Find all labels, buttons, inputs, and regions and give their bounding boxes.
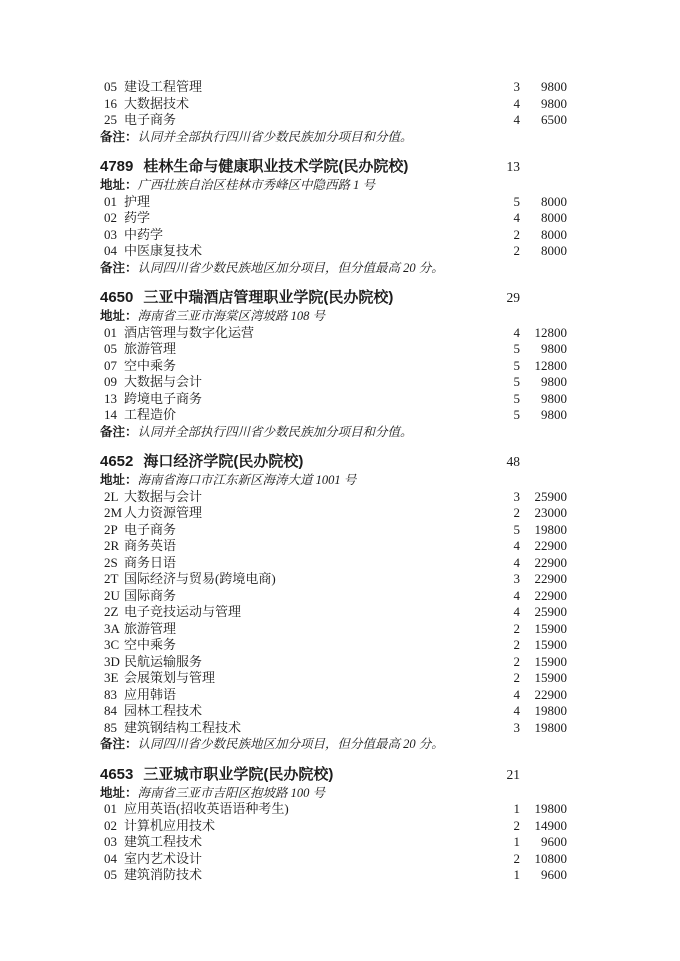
remark-row	[100, 424, 567, 441]
school-name: 桂林生命与健康职业技术学院(民办院校)	[143, 158, 409, 175]
school-header	[100, 765, 567, 785]
major-count: 4	[513, 324, 520, 340]
major-fee: 8000	[541, 210, 567, 225]
remark-label: 备注：	[100, 260, 138, 275]
school-plan-total: 29	[506, 290, 520, 305]
major-fee: 19800	[534, 801, 567, 816]
major-row	[100, 654, 567, 671]
major-row	[100, 243, 567, 260]
major-code: 02	[104, 210, 117, 225]
major-count: 3	[513, 79, 520, 94]
major-name: 中医康复技术	[124, 243, 203, 258]
major-name: 工程造价	[124, 407, 177, 422]
major-name: 药学	[124, 210, 151, 225]
school-code: 4653	[100, 765, 134, 783]
school-address	[100, 472, 567, 489]
major-row	[100, 325, 567, 342]
major-name: 应用英语(招收英语语种考生)	[124, 801, 289, 816]
remark-row	[100, 260, 567, 277]
remark-text: 认同四川省少数民族地区加分项目，但分值最高 20 分。	[137, 260, 444, 275]
major-count: 5	[513, 357, 520, 373]
major-name: 电子商务	[124, 112, 177, 127]
school-name: 三亚中瑞酒店管理职业学院(民办院校)	[143, 289, 394, 306]
major-count: 2	[513, 637, 520, 652]
major-code: 2T	[104, 571, 119, 586]
major-name: 会展策划与管理	[124, 670, 216, 685]
major-name: 大数据与会计	[124, 488, 203, 504]
major-row	[100, 555, 567, 572]
major-row	[100, 210, 567, 227]
major-name: 跨境电子商务	[124, 390, 203, 406]
major-fee: 22900	[534, 554, 567, 570]
major-count: 4	[513, 703, 520, 718]
major-count: 3	[513, 719, 520, 735]
school-name: 海口经济学院(民办院校)	[143, 453, 304, 470]
major-code: 05	[104, 341, 117, 356]
major-code: 3E	[104, 670, 119, 685]
school-code: 4652	[100, 453, 134, 470]
major-code: 85	[104, 719, 117, 735]
remark-row	[100, 736, 567, 753]
major-row	[100, 637, 567, 654]
major-code: 04	[104, 850, 117, 866]
major-row	[100, 538, 567, 555]
major-code: 09	[104, 374, 117, 389]
major-name: 应用韩语	[124, 686, 177, 702]
major-code: 2R	[104, 538, 120, 553]
major-row	[100, 489, 567, 506]
address-label: 地址：	[100, 178, 138, 192]
major-name: 建筑钢结构工程技术	[124, 719, 242, 735]
major-code: 01	[104, 193, 117, 209]
major-code: 2U	[104, 587, 120, 603]
major-code: 07	[104, 357, 117, 373]
major-name: 旅游管理	[124, 620, 177, 636]
major-fee: 12800	[534, 324, 567, 340]
major-count: 5	[513, 374, 520, 389]
major-code: 02	[104, 817, 117, 833]
major-code: 04	[104, 243, 117, 258]
major-fee: 8000	[541, 243, 567, 258]
address-label: 地址：	[100, 473, 138, 487]
address-value: 海南省三亚市吉阳区抱坡路 100 号	[137, 785, 326, 800]
major-name: 空中乘务	[124, 637, 177, 652]
major-row	[100, 851, 567, 868]
major-fee: 9800	[541, 374, 567, 389]
major-count: 2	[513, 226, 520, 242]
major-name: 国际经济与贸易(跨境电商)	[124, 571, 276, 586]
major-count: 4	[513, 112, 520, 127]
major-fee: 9800	[541, 390, 567, 406]
address-value: 海南省三亚市海棠区湾坡路 108 号	[137, 309, 326, 323]
major-count: 3	[513, 571, 520, 586]
major-code: 2Z	[104, 604, 119, 619]
major-fee: 19800	[534, 703, 567, 718]
school-plan-total: 13	[506, 159, 520, 174]
major-name: 中药学	[124, 226, 164, 242]
major-name: 园林工程技术	[124, 703, 203, 718]
school-section	[100, 288, 567, 440]
major-count: 1	[513, 867, 520, 882]
major-count: 2	[513, 850, 520, 866]
major-name: 商务日语	[124, 554, 177, 570]
address-value: 广西壮族自治区桂林市秀峰区中隐西路 1 号	[137, 178, 376, 192]
major-code: 05	[104, 867, 117, 882]
major-code: 3C	[104, 637, 120, 652]
major-row	[100, 112, 567, 129]
major-code: 01	[104, 324, 117, 340]
major-name: 建筑工程技术	[124, 834, 203, 849]
major-fee: 6500	[541, 112, 567, 127]
major-name: 计算机应用技术	[124, 817, 216, 833]
major-count: 2	[513, 817, 520, 833]
major-code: 2M	[104, 505, 123, 520]
major-count: 4	[513, 554, 520, 570]
major-fee: 22900	[534, 686, 567, 702]
major-code: 13	[104, 390, 117, 406]
school-header	[100, 157, 567, 177]
school-address	[100, 308, 567, 325]
major-code: 84	[104, 703, 117, 718]
major-count: 4	[513, 538, 520, 553]
major-fee: 9800	[541, 95, 567, 111]
major-fee: 25900	[534, 488, 567, 504]
major-name: 人力资源管理	[124, 505, 203, 520]
major-name: 建筑消防技术	[124, 867, 203, 882]
remark-label: 备注：	[100, 737, 138, 751]
major-fee: 9800	[541, 407, 567, 422]
school-name: 三亚城市职业学院(民办院校)	[143, 765, 334, 783]
major-count: 4	[513, 587, 520, 603]
major-fee: 22900	[534, 571, 567, 586]
major-row	[100, 194, 567, 211]
major-code: 16	[104, 95, 117, 111]
major-name: 空中乘务	[124, 357, 177, 373]
remark-label: 备注：	[100, 424, 138, 439]
major-name: 旅游管理	[124, 341, 177, 356]
major-row	[100, 670, 567, 687]
school-code: 4650	[100, 289, 134, 306]
major-code: 05	[104, 79, 117, 94]
major-name: 电子竞技运动与管理	[124, 604, 242, 619]
major-row	[100, 571, 567, 588]
school-section	[100, 765, 567, 884]
major-fee: 9600	[541, 867, 567, 882]
major-name: 护理	[124, 193, 151, 209]
major-code: 2P	[104, 521, 118, 537]
major-code: 01	[104, 801, 117, 816]
major-row	[100, 703, 567, 720]
major-count: 3	[513, 488, 520, 504]
address-value: 海南省海口市江东新区海涛大道 1001 号	[137, 473, 357, 487]
major-row	[100, 227, 567, 244]
major-fee: 15900	[534, 620, 567, 636]
remark-text: 认同四川省少数民族地区加分项目，但分值最高 20 分。	[137, 737, 444, 751]
major-row	[100, 720, 567, 737]
major-fee: 15900	[534, 653, 567, 669]
major-row	[100, 801, 567, 818]
major-count: 5	[513, 341, 520, 356]
major-row	[100, 505, 567, 522]
major-fee: 15900	[534, 670, 567, 685]
major-row	[100, 604, 567, 621]
major-code: 03	[104, 226, 117, 242]
major-name: 国际商务	[124, 587, 177, 603]
school-section	[100, 452, 567, 753]
major-row	[100, 522, 567, 539]
major-row	[100, 687, 567, 704]
major-fee: 9800	[541, 79, 567, 94]
major-fee: 19800	[534, 521, 567, 537]
major-count: 2	[513, 653, 520, 669]
school-header	[100, 452, 567, 472]
major-count: 2	[513, 620, 520, 636]
major-fee: 12800	[534, 357, 567, 373]
remark-row	[100, 129, 567, 146]
major-row	[100, 818, 567, 835]
major-row	[100, 621, 567, 638]
major-row	[100, 341, 567, 358]
major-name: 商务英语	[124, 538, 177, 553]
major-count: 2	[513, 505, 520, 520]
major-fee: 8000	[541, 226, 567, 242]
major-row	[100, 79, 567, 96]
major-code: 2S	[104, 554, 118, 570]
major-count: 4	[513, 95, 520, 111]
major-fee: 10800	[534, 850, 567, 866]
major-row	[100, 588, 567, 605]
major-fee: 9600	[541, 834, 567, 849]
major-name: 电子商务	[124, 521, 177, 537]
major-row	[100, 391, 567, 408]
remark-text: 认同并全部执行四川省少数民族加分项目和分值。	[137, 129, 413, 144]
major-code: 14	[104, 407, 117, 422]
major-name: 酒店管理与数字化运营	[124, 324, 255, 340]
major-count: 5	[513, 193, 520, 209]
school-code: 4789	[100, 158, 134, 175]
major-fee: 23000	[534, 505, 567, 520]
major-fee: 9800	[541, 341, 567, 356]
school-address	[100, 177, 567, 194]
major-code: 03	[104, 834, 117, 849]
major-fee: 22900	[534, 538, 567, 553]
major-name: 民航运输服务	[124, 653, 203, 669]
major-code: 3D	[104, 653, 120, 669]
major-name: 建设工程管理	[124, 79, 203, 94]
major-row	[100, 834, 567, 851]
major-code: 25	[104, 112, 117, 127]
address-label: 地址：	[100, 309, 138, 323]
school-header	[100, 288, 567, 308]
major-fee: 14900	[534, 817, 567, 833]
remark-label: 备注：	[100, 129, 138, 144]
major-count: 2	[513, 670, 520, 685]
major-code: 83	[104, 686, 117, 702]
major-code: 2L	[104, 488, 119, 504]
major-fee: 8000	[541, 193, 567, 209]
major-name: 大数据与会计	[124, 374, 203, 389]
school-plan-total: 21	[506, 766, 520, 782]
major-count: 2	[513, 243, 520, 258]
major-row	[100, 358, 567, 375]
major-fee: 22900	[534, 587, 567, 603]
major-count: 5	[513, 521, 520, 537]
school-section	[100, 157, 567, 276]
school-plan-total: 48	[506, 454, 520, 469]
major-count: 1	[513, 801, 520, 816]
major-count: 4	[513, 604, 520, 619]
major-count: 4	[513, 210, 520, 225]
major-row	[100, 407, 567, 424]
major-row	[100, 867, 567, 884]
major-fee: 15900	[534, 637, 567, 652]
major-count: 5	[513, 390, 520, 406]
address-label: 地址：	[100, 785, 138, 800]
major-code: 3A	[104, 620, 120, 636]
remark-text: 认同并全部执行四川省少数民族加分项目和分值。	[137, 424, 413, 439]
school-address	[100, 785, 567, 802]
major-fee: 25900	[534, 604, 567, 619]
major-name: 大数据技术	[124, 95, 190, 111]
major-name: 室内艺术设计	[124, 850, 203, 866]
major-count: 4	[513, 686, 520, 702]
major-count: 1	[513, 834, 520, 849]
major-count: 5	[513, 407, 520, 422]
school-section	[100, 79, 567, 145]
major-row	[100, 374, 567, 391]
major-row	[100, 96, 567, 113]
major-fee: 19800	[534, 719, 567, 735]
